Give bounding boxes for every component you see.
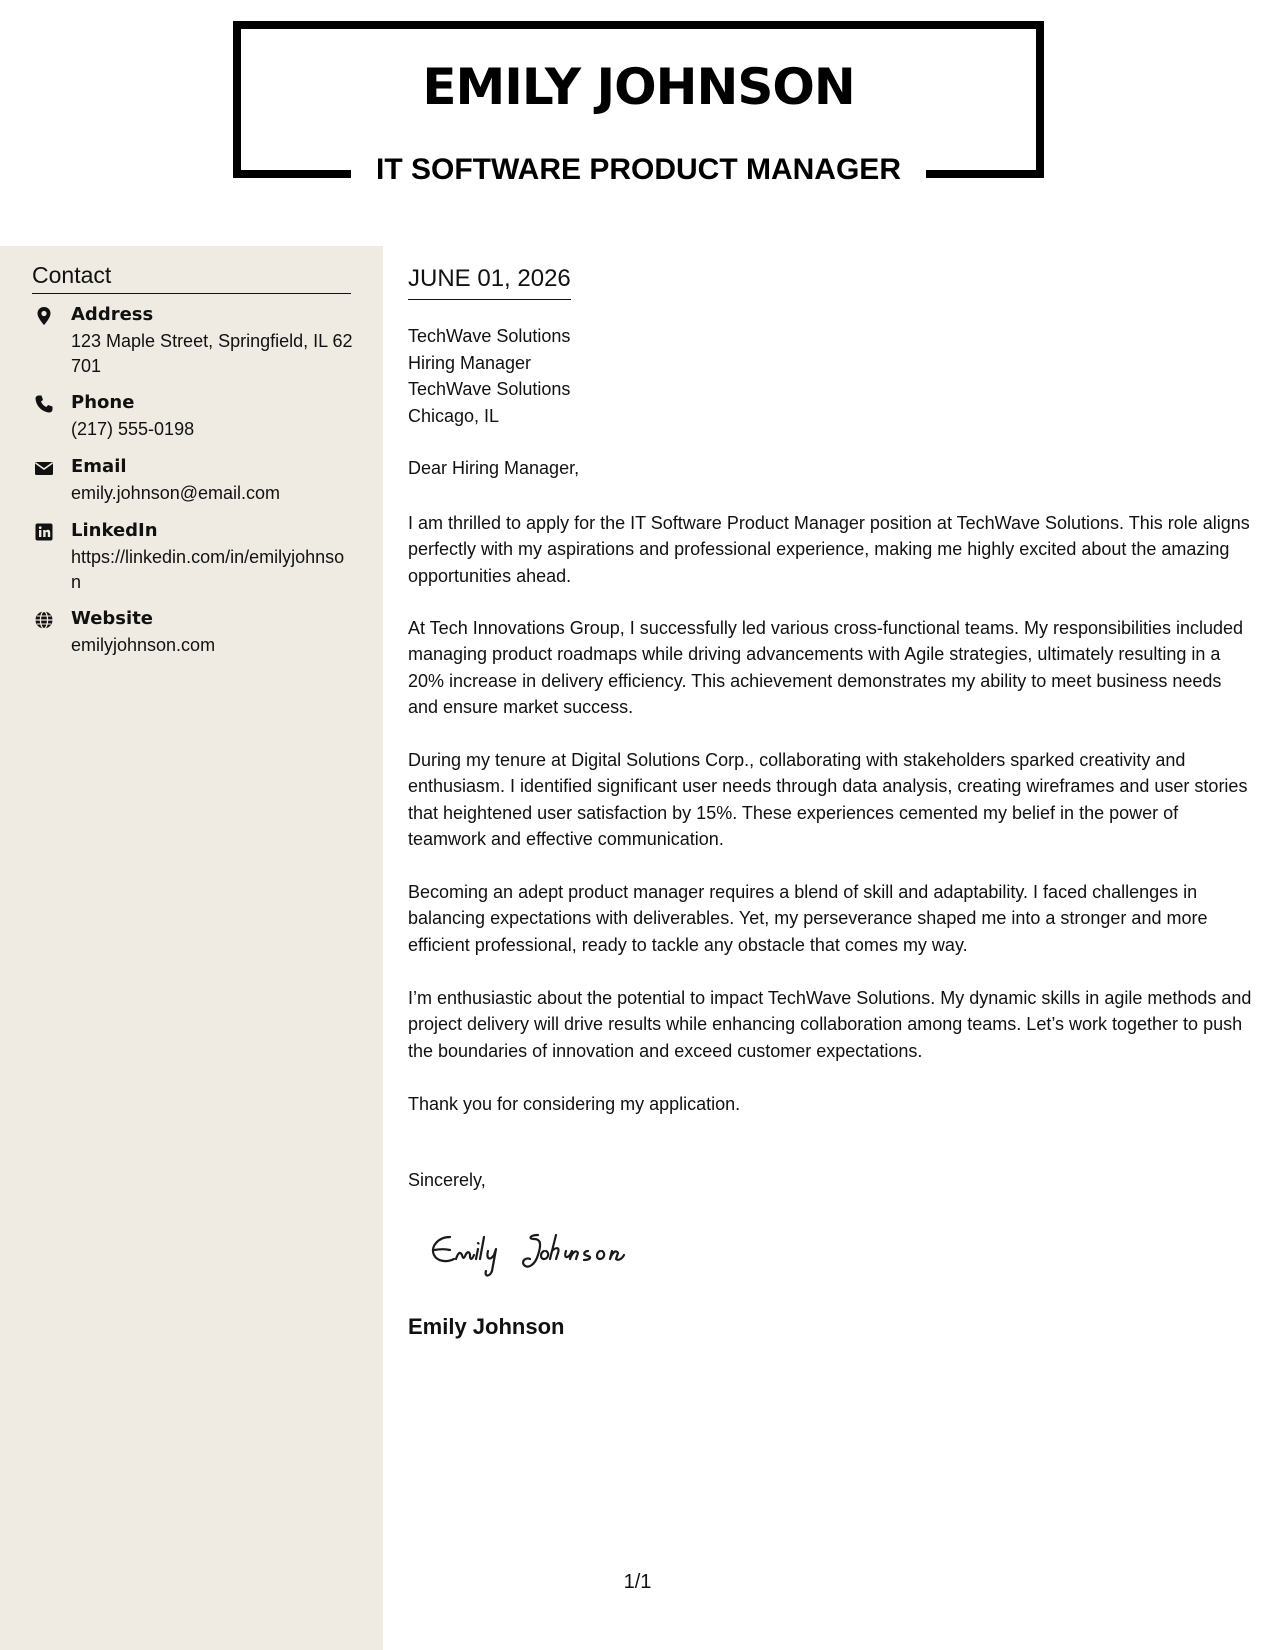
- body-paragraph: Becoming an adept product manager requires a blend of skill and adaptability. I faced challenges in balancing expectations with deliverables. Yet, my perseverance shaped me into a stronger and more efficient professional, ready to tackle any obstacle that comes my way.: [408, 882, 1208, 955]
- contact-value[interactable]: emilyjohnson.com: [71, 635, 216, 655]
- frame-top-line: [233, 21, 1044, 29]
- globe-icon: [34, 610, 54, 630]
- contact-label: LinkedIn: [71, 520, 158, 541]
- recipient-line: Chicago, IL: [408, 405, 500, 426]
- contact-label: Phone: [71, 392, 135, 413]
- page-number: 1/1: [623, 1571, 652, 1593]
- signature-image: [420, 1225, 660, 1285]
- letter-date: JUNE 01, 2026: [408, 265, 571, 300]
- contact-label: Address: [71, 304, 154, 325]
- recipient-line: Hiring Manager: [408, 352, 532, 373]
- body-paragraph: Thank you for considering my application.: [408, 1094, 741, 1114]
- location-pin-icon: [34, 306, 54, 326]
- contact-value[interactable]: https://linkedin.com/in/emilyjohnson: [71, 547, 345, 592]
- envelope-icon: [34, 458, 54, 478]
- body-paragraph: At Tech Innovations Group, I successfully led various cross-functional teams. My responsibilities included managing product roadmaps while driving advancements with Agile strategies, ultimately resulting in a 20% increase in delivery efficiency. This achievement demonstrates my ability to meet business needs and ensure market success.: [408, 618, 1244, 718]
- signer-name: Emily Johnson: [408, 1314, 565, 1339]
- phone-icon: [34, 394, 54, 414]
- recipient-line: TechWave Solutions: [408, 326, 571, 346]
- body-paragraph: I am thrilled to apply for the IT Software Product Manager position at TechWave Solutions. This role aligns perfectly with my aspirations and professional experience, making me highly excited about the amazing opportunities ahead.: [408, 513, 1250, 586]
- salutation: Dear Hiring Manager,: [408, 458, 580, 478]
- recipient-block: [408, 323, 570, 429]
- sidebar: [0, 246, 383, 1650]
- body-paragraph: I’m enthusiastic about the potential to impact TechWave Solutions. My dynamic skills in agile methods and project delivery will drive results while enhancing collaboration among teams. Let’s work together to push the boundaries of innovation and exceed customer expectations.: [408, 988, 1252, 1061]
- closing: Sincerely,: [408, 1170, 486, 1190]
- contact-value: emily.johnson@email.com: [71, 483, 281, 503]
- applicant-name: EMILY JOHNSON: [422, 58, 855, 116]
- linkedin-icon: [34, 522, 54, 542]
- contact-value: (217) 555-0198: [71, 419, 195, 439]
- contact-label: Website: [71, 608, 154, 629]
- contact-value: 123 Maple Street, Springfield, IL 62701: [71, 331, 353, 376]
- job-title: IT SOFTWARE PRODUCT MANAGER: [376, 153, 901, 186]
- recipient-line: TechWave Solutions: [408, 379, 571, 399]
- contact-heading: Contact: [32, 262, 351, 294]
- contact-label: Email: [71, 456, 127, 477]
- body-paragraph: During my tenure at Digital Solutions Corp., collaborating with stakeholders sparked creativity and enthusiasm. I identified significant user needs through data analysis, creating wireframes and user stories that heightened user satisfaction by 15%. These experiences cemented my belief in the power of teamwork and effective communication.: [408, 750, 1248, 850]
